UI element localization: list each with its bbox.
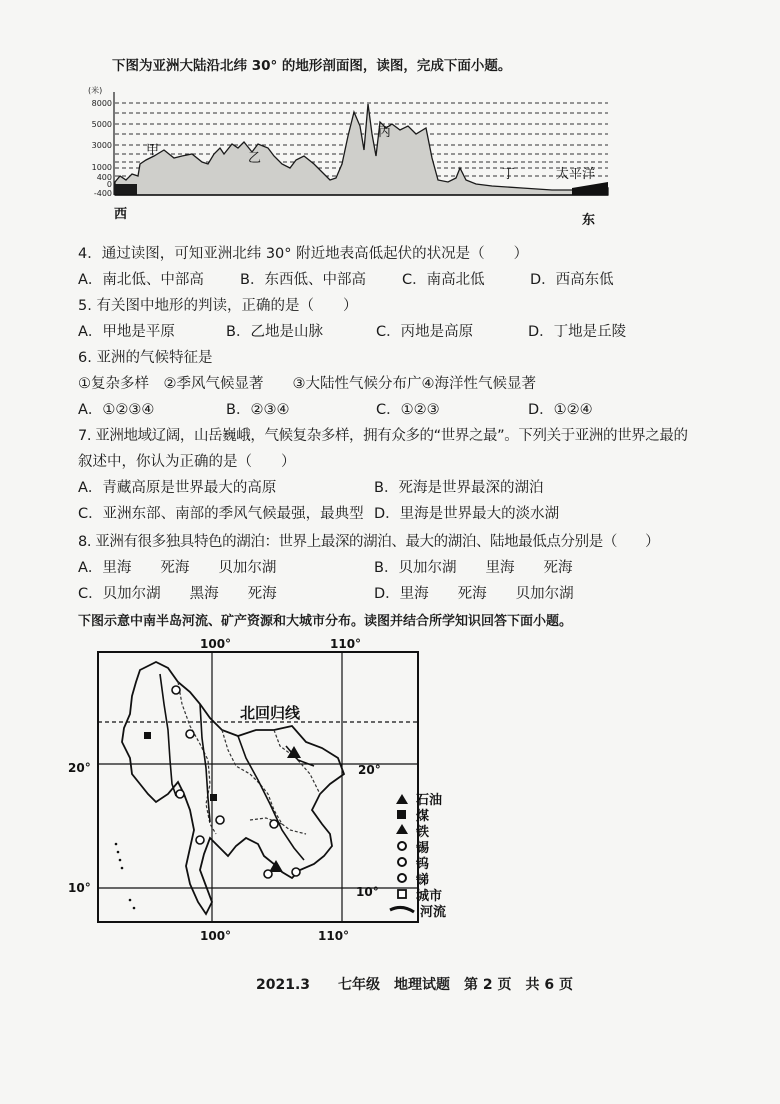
legend-label-tin: 锡 — [416, 841, 430, 856]
q6-option-a: A．①②③④ — [78, 402, 155, 418]
q6-option-d: D．①②④ — [528, 402, 593, 418]
q6-option-b: B．②③④ — [226, 402, 290, 418]
tick-400: 400 — [96, 173, 112, 182]
legend-label-antimony: 锑 — [416, 873, 430, 888]
tin-icon — [398, 842, 406, 850]
lat-label-10-right: 10° — [356, 885, 379, 899]
tropic-label: 北回归线 — [240, 704, 301, 722]
andaman-islands — [115, 843, 136, 910]
q5-option-c: C．丙地是高原 — [376, 324, 474, 340]
label-yi: 乙 — [248, 151, 262, 166]
label-bing: 丙 — [378, 125, 392, 140]
q8-option-b: B．贝加尔湖 里海 死海 — [374, 560, 573, 576]
lat-label-20-right: 20° — [358, 763, 381, 777]
lon-label-110-bottom: 110° — [318, 929, 350, 943]
indochina-map — [60, 634, 480, 954]
city-symbol — [264, 870, 272, 878]
antimony-icon — [398, 874, 406, 882]
legend-label-river: 河流 — [420, 905, 447, 920]
q4-option-b: B．东西低、中部高 — [240, 272, 366, 288]
q5-option-b: B．乙地是山脉 — [226, 324, 323, 340]
lon-label-110-top: 110° — [330, 637, 362, 651]
legend-label-tungsten: 钨 — [416, 857, 430, 872]
question-6-stem: 6. 亚洲的气候特征是 — [78, 350, 213, 366]
question-7-stem-line1: 7. 亚洲地域辽阔，山岳巍峨，气候复杂多样，拥有众多的“世界之最”。下列关于亚洲的世界之最的 — [78, 428, 688, 444]
legend-label-oil: 石油 — [416, 793, 443, 808]
city-symbol — [172, 686, 180, 694]
city-symbol — [196, 836, 204, 844]
city-symbol — [292, 868, 300, 876]
peninsula-coastline — [122, 662, 344, 914]
label-west: 西 — [114, 207, 128, 222]
q4-option-c: C．南高北低 — [402, 272, 485, 288]
coal-symbol — [210, 794, 217, 801]
label-east: 东 — [582, 213, 596, 228]
label-ocean: 太平洋 — [556, 167, 596, 182]
legend-label-iron: 铁 — [416, 825, 430, 840]
legend-label-coal: 煤 — [416, 809, 430, 824]
q8-option-c: C．贝加尔湖 黑海 死海 — [78, 586, 277, 602]
q7-option-a: A．青藏高原是世界最大的高原 — [78, 480, 277, 496]
q4-option-a: A．南北低、中部高 — [78, 272, 204, 288]
q8-option-a: A．里海 死海 贝加尔湖 — [78, 560, 277, 576]
lat-label-20-left: 20° — [68, 761, 91, 775]
tick-0: 0 — [106, 180, 112, 189]
tick-3000: 3000 — [91, 141, 112, 150]
q7-option-d: D．里海是世界最大的淡水湖 — [374, 506, 560, 522]
map-frame — [98, 652, 418, 922]
lon-label-100-bottom: 100° — [200, 929, 232, 943]
iron-icon — [396, 824, 408, 834]
question-8-stem: 8. 亚洲有很多独具特色的湖泊：世界上最深的湖泊、最大的湖泊、陆地最低点分别是（ ） — [78, 534, 660, 550]
city-symbol — [270, 820, 278, 828]
pacific-ocean-block — [572, 182, 608, 195]
city-symbol — [186, 730, 194, 738]
tick-neg400: -400 — [93, 189, 112, 198]
tick-5000: 5000 — [91, 120, 112, 129]
profile-intro: 下图为亚洲大陆沿北纬 30° 的地形剖面图，读图，完成下面小题。 — [112, 58, 512, 74]
map-intro: 下图示意中南半岛河流、矿产资源和大城市分布。读图并结合所学知识回答下面小题。 — [78, 614, 573, 629]
label-jia: 甲 — [146, 143, 160, 158]
coal-icon — [397, 810, 406, 819]
question-7-stem-line2: 叙述中，你认为正确的是（ ） — [78, 454, 296, 470]
label-ding: 丁 — [502, 167, 516, 182]
west-sea-block — [115, 184, 137, 195]
lon-label-100-top: 100° — [200, 637, 232, 651]
tungsten-icon — [398, 858, 406, 866]
profile-unit: (米) — [88, 86, 103, 95]
lat-label-10-left: 10° — [68, 881, 91, 895]
question-4-stem: 4．通过读图，可知亚洲北纬 30° 附近地表高低起伏的状况是（ ） — [78, 246, 529, 262]
coal-symbol — [144, 732, 151, 739]
q6-items: ①复杂多样 ②季风气候显著 ③大陆性气候分布广④海洋性气候显著 — [78, 376, 536, 392]
q6-option-c: C．①②③ — [376, 402, 440, 418]
tick-1000: 1000 — [91, 163, 112, 172]
oil-icon — [396, 794, 408, 804]
question-5-stem: 5. 有关图中地形的判读，正确的是（ ） — [78, 298, 358, 314]
city-symbol — [216, 816, 224, 824]
q5-option-d: D．丁地是丘陵 — [528, 324, 627, 340]
q7-option-b: B．死海是世界最深的湖泊 — [374, 480, 544, 496]
q7-option-c: C．亚洲东部、南部的季风气候最强，最典型 — [78, 506, 364, 522]
iron-symbol — [287, 746, 301, 758]
legend-label-city: 城市 — [416, 889, 443, 904]
city-symbol — [176, 790, 184, 798]
terrain-profile-shape — [115, 104, 608, 195]
city-icon — [398, 890, 406, 898]
q5-option-a: A．甲地是平原 — [78, 324, 175, 340]
q4-option-d: D．西高东低 — [530, 272, 614, 288]
terrain-profile-diagram — [82, 84, 622, 229]
tick-8000: 8000 — [91, 99, 112, 108]
page-footer: 2021.3 七年级 地理试题 第 2 页 共 6 页 — [256, 977, 574, 993]
river-icon — [390, 907, 414, 912]
q8-option-d: D．里海 死海 贝加尔湖 — [374, 586, 574, 602]
